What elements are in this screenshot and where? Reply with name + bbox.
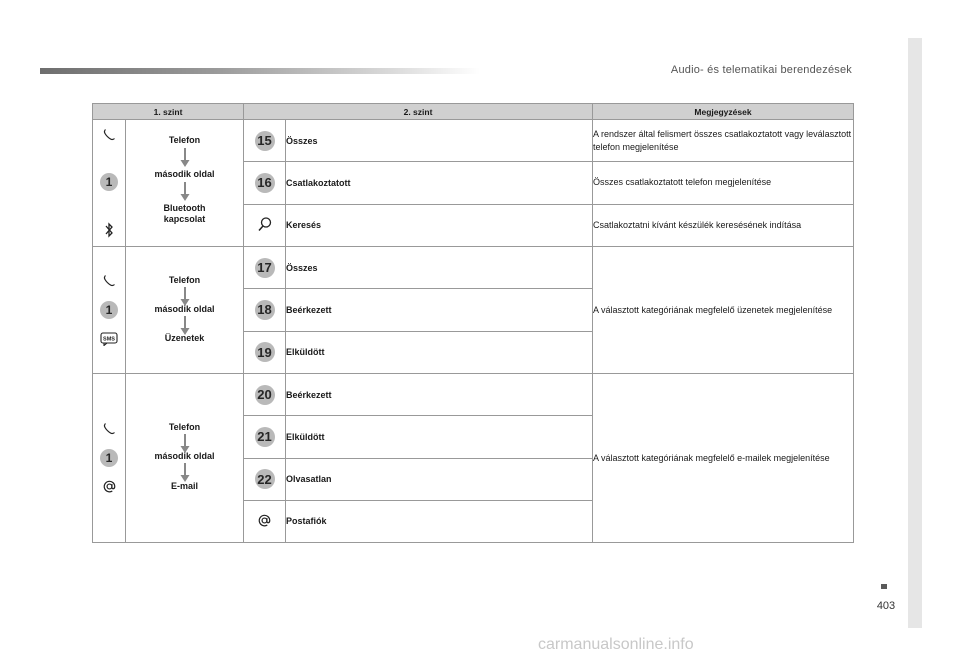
arrow-down-icon bbox=[178, 463, 192, 483]
at-icon bbox=[257, 513, 272, 528]
level1-icons-cell bbox=[93, 247, 126, 374]
step-badge: 19 bbox=[255, 342, 275, 362]
level1-flow-cell bbox=[126, 247, 244, 374]
step-badge: 18 bbox=[255, 300, 275, 320]
table-row bbox=[93, 247, 854, 289]
watermark: carmanualsonline.info bbox=[538, 636, 694, 653]
arrow-down-icon bbox=[178, 148, 192, 168]
note-text: Csatlakoztatni kívánt készülék keresésének indítása bbox=[593, 204, 854, 246]
column-header-level1: 1. szint bbox=[93, 104, 244, 120]
level2-label: Összes bbox=[286, 247, 593, 289]
badge-cell bbox=[244, 120, 286, 162]
bluetooth-icon bbox=[103, 222, 115, 238]
at-icon bbox=[102, 479, 117, 494]
sms-label: SMS bbox=[103, 336, 115, 343]
step-badge: 15 bbox=[255, 131, 275, 151]
note-text: Összes csatlakoztatott telefon megjelenítése bbox=[593, 162, 854, 204]
badge-cell bbox=[244, 204, 286, 246]
side-strip bbox=[908, 38, 922, 628]
badge-cell bbox=[244, 331, 286, 373]
step-badge: 21 bbox=[255, 427, 275, 447]
table-row bbox=[93, 120, 854, 162]
search-icon bbox=[257, 216, 273, 232]
badge-cell bbox=[244, 162, 286, 204]
page-number: 403 bbox=[876, 600, 896, 612]
flow-step-telefon: Telefon bbox=[168, 422, 201, 432]
level1-badge: 1 bbox=[100, 449, 118, 467]
menu-table bbox=[92, 103, 854, 543]
section-title: Audio- és telematikai berendezések bbox=[670, 64, 852, 76]
badge-cell bbox=[244, 458, 286, 500]
phone-icon bbox=[102, 128, 116, 142]
step-badge: 22 bbox=[255, 469, 275, 489]
badge-cell bbox=[244, 374, 286, 416]
level1-icons-cell bbox=[93, 120, 126, 247]
level2-label: Postafiók bbox=[286, 500, 593, 542]
flow-step-masodik-oldal: második oldal bbox=[154, 304, 215, 314]
step-badge: 20 bbox=[255, 385, 275, 405]
column-header-level2: 2. szint bbox=[244, 104, 593, 120]
level2-label: Keresés bbox=[286, 204, 593, 246]
badge-cell bbox=[244, 416, 286, 458]
level1-badge: 1 bbox=[100, 173, 118, 191]
note-text: A választott kategóriának megfelelő üzenetek megjelenítése bbox=[593, 247, 854, 374]
level2-label: Összes bbox=[286, 120, 593, 162]
flow-step-telefon: Telefon bbox=[168, 135, 201, 145]
flow-step-bluetooth: Bluetooth kapcsolat bbox=[163, 203, 206, 224]
phone-icon bbox=[102, 274, 116, 288]
phone-icon bbox=[102, 422, 116, 436]
note-text: A választott kategóriának megfelelő e-mailek megjelenítése bbox=[593, 374, 854, 543]
flow-step-email: E-mail bbox=[170, 481, 198, 491]
badge-cell bbox=[244, 247, 286, 289]
sms-icon bbox=[100, 332, 118, 346]
flow-step-masodik-oldal: második oldal bbox=[154, 169, 215, 179]
level2-label: Beérkezett bbox=[286, 289, 593, 331]
level1-icons-cell bbox=[93, 374, 126, 543]
level2-label: Csatlakoztatott bbox=[286, 162, 593, 204]
step-badge: 17 bbox=[255, 258, 275, 278]
level2-label: Olvasatlan bbox=[286, 458, 593, 500]
badge-cell bbox=[244, 289, 286, 331]
level1-badge: 1 bbox=[100, 301, 118, 319]
badge-cell bbox=[244, 500, 286, 542]
level1-flow-cell bbox=[126, 120, 244, 247]
column-header-notes: Megjegyzések bbox=[593, 104, 854, 120]
arrow-down-icon bbox=[178, 182, 192, 202]
header-gradient-bar bbox=[40, 68, 480, 74]
flow-step-telefon: Telefon bbox=[168, 275, 201, 285]
level2-label: Elküldött bbox=[286, 331, 593, 373]
level1-flow-cell bbox=[126, 374, 244, 543]
level2-label: Elküldött bbox=[286, 416, 593, 458]
step-badge: 16 bbox=[255, 173, 275, 193]
level2-label: Beérkezett bbox=[286, 374, 593, 416]
table-header-row bbox=[93, 104, 854, 120]
page-marker bbox=[881, 584, 887, 589]
flow-step-masodik-oldal: második oldal bbox=[154, 451, 215, 461]
flow-step-uzenetek: Üzenetek bbox=[164, 333, 205, 343]
table-row bbox=[93, 374, 854, 416]
note-text: A rendszer által felismert összes csatlakoztatott vagy leválasztott telefon megjelenítése bbox=[593, 120, 854, 162]
